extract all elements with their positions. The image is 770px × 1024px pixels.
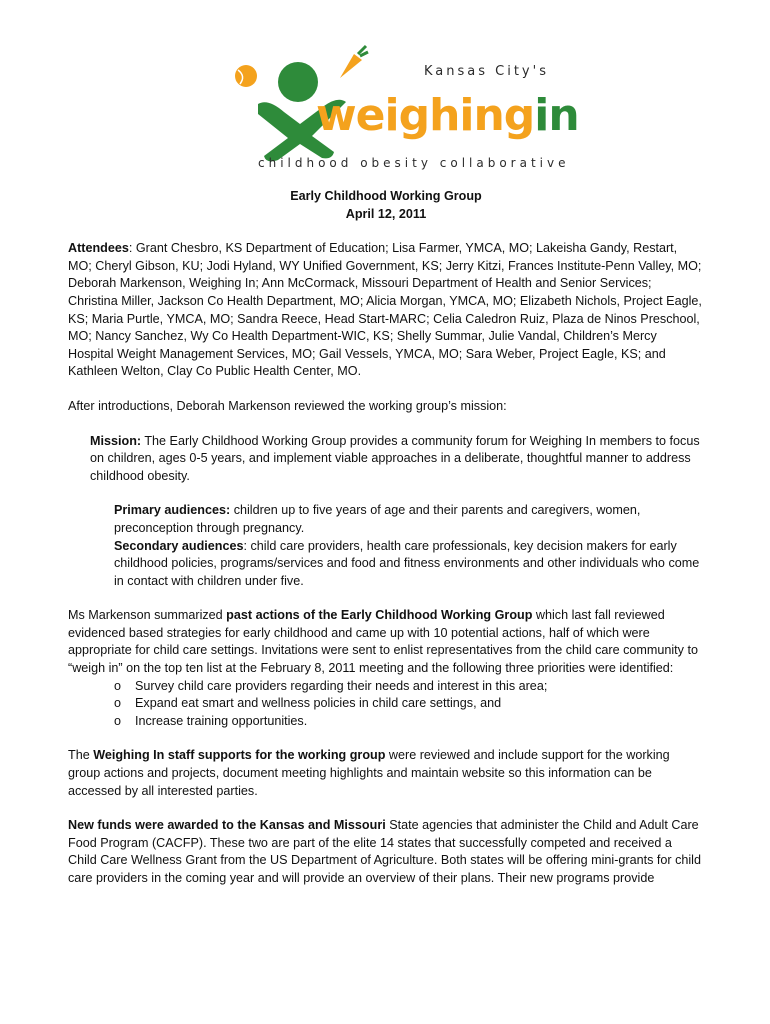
logo-kansas-city: Kansas City's [424, 64, 549, 79]
attendees-paragraph [68, 240, 704, 381]
mission-label: Mission: [90, 433, 142, 448]
list-item: o Expand eat smart and wellness policies in child care settings, and [114, 695, 704, 713]
list-item: o Survey child care providers regarding their needs and interest in this area; [114, 678, 704, 696]
weighing-in-logo [228, 40, 579, 180]
mission-text: The Early Childhood Working Group provides a community forum for Weighing In members to focus on children, ages 0-5 years, and implement viable approaches in a deliberate, thoughtful manner to address childhood obesity. [90, 433, 700, 483]
staff-post: were reviewed and include support for the working group actions and projects, document meeting highlights and maintain website so this information can be accessed by all interested parties. [68, 748, 670, 798]
mission-paragraph [68, 433, 704, 486]
secondary-text: : child care providers, health care professionals, key decision makers for early childhood policies, programs/services and food and fitness environments and other individuals who come in contact with children under five. [114, 538, 700, 588]
logo-in: in [534, 90, 579, 141]
secondary-audiences [68, 538, 704, 591]
logo-tagline: childhood obesity collaborative [258, 156, 570, 170]
attendees-label: Attendees [68, 241, 129, 256]
funds-bold: New funds were awarded to the Kansas and Missouri [68, 818, 386, 833]
funds-post: State agencies that administer the Child and Adult Care Food Program (CACFP). These two are part of the elite 14 states that successfully competed and received a Child Care Wellness Grant from the US Department of Agriculture. Both states will be offering mini-grants for child care providers in the coming year and will provide an overview of their plans. Their new programs provide [68, 818, 701, 885]
attendees-text: : Grant Chesbro, KS Department of Education; Lisa Farmer, YMCA, MO; Lakeisha Gandy, Restart, MO; Cheryl Gibson, KU; Jodi Hyland, WY Unified Government, KS; Jerry Kitzi, Frances Institute-Penn Valley, MO; Deborah Markenson, Weighing In; Ann McCormack, Missouri Department of Health and Senior Services; Christina Miller, Jackson Co Health Department, MO; Alicia Morgan, YMCA, MO; Elizabeth Nichols, Project Eagle, KS; Maria Purtle, YMCA, MO; Sandra Reece, Head Start-MARC; Celia Caledron Ruiz, Plaza de Ninos Preschool, MO; Nancy Sanchez, Wy Co Health Department-WIC, KS; Shelly Summar, Julie Vandal, Children’s Mercy Hospital Weight Management Services, MO; Gail Vessels, YMCA, MO; Sara Weber, Project Eagle, KS; and Kathleen Welton, Clay Co Public Health Center, MO. [68, 241, 702, 379]
staff-bold: Weighing In staff supports for the working group [93, 748, 386, 763]
intro-paragraph: After introductions, Deborah Markenson reviewed the working group’s mission: [68, 398, 507, 413]
doc-title: Early Childhood Working Group [290, 189, 482, 203]
doc-date: April 12, 2011 [345, 206, 427, 221]
past-actions-bold: past actions of the Early Childhood Working Group [226, 608, 533, 623]
primary-audiences [68, 502, 704, 537]
past-actions-paragraph [68, 607, 704, 677]
document-body [68, 188, 704, 888]
funds-paragraph [68, 817, 704, 887]
logo-weighing: weighing [316, 90, 535, 141]
staff-paragraph [68, 747, 704, 800]
primary-text: children up to five years of age and their parents and caregivers, women, preconception through pregnancy. [114, 503, 641, 535]
priorities-list [68, 678, 704, 731]
secondary-label: Secondary audiences [114, 538, 244, 553]
past-actions-post: which last fall reviewed evidenced based strategies for early childhood and came up with 10 potential actions, half of which were appropriate for child care settings. Invitations were sent to enlist representatives from the child care community to “weigh in” on the top ten list at the February 8, 2011 meeting and the following three priorities were identified: [68, 608, 698, 676]
primary-label: Primary audiences: [114, 503, 231, 518]
list-item: o Increase training opportunities. [114, 713, 704, 731]
staff-pre: The [68, 748, 94, 763]
past-actions-pre: Ms Markenson summarized [68, 608, 227, 623]
logo-wordmark [316, 90, 579, 141]
